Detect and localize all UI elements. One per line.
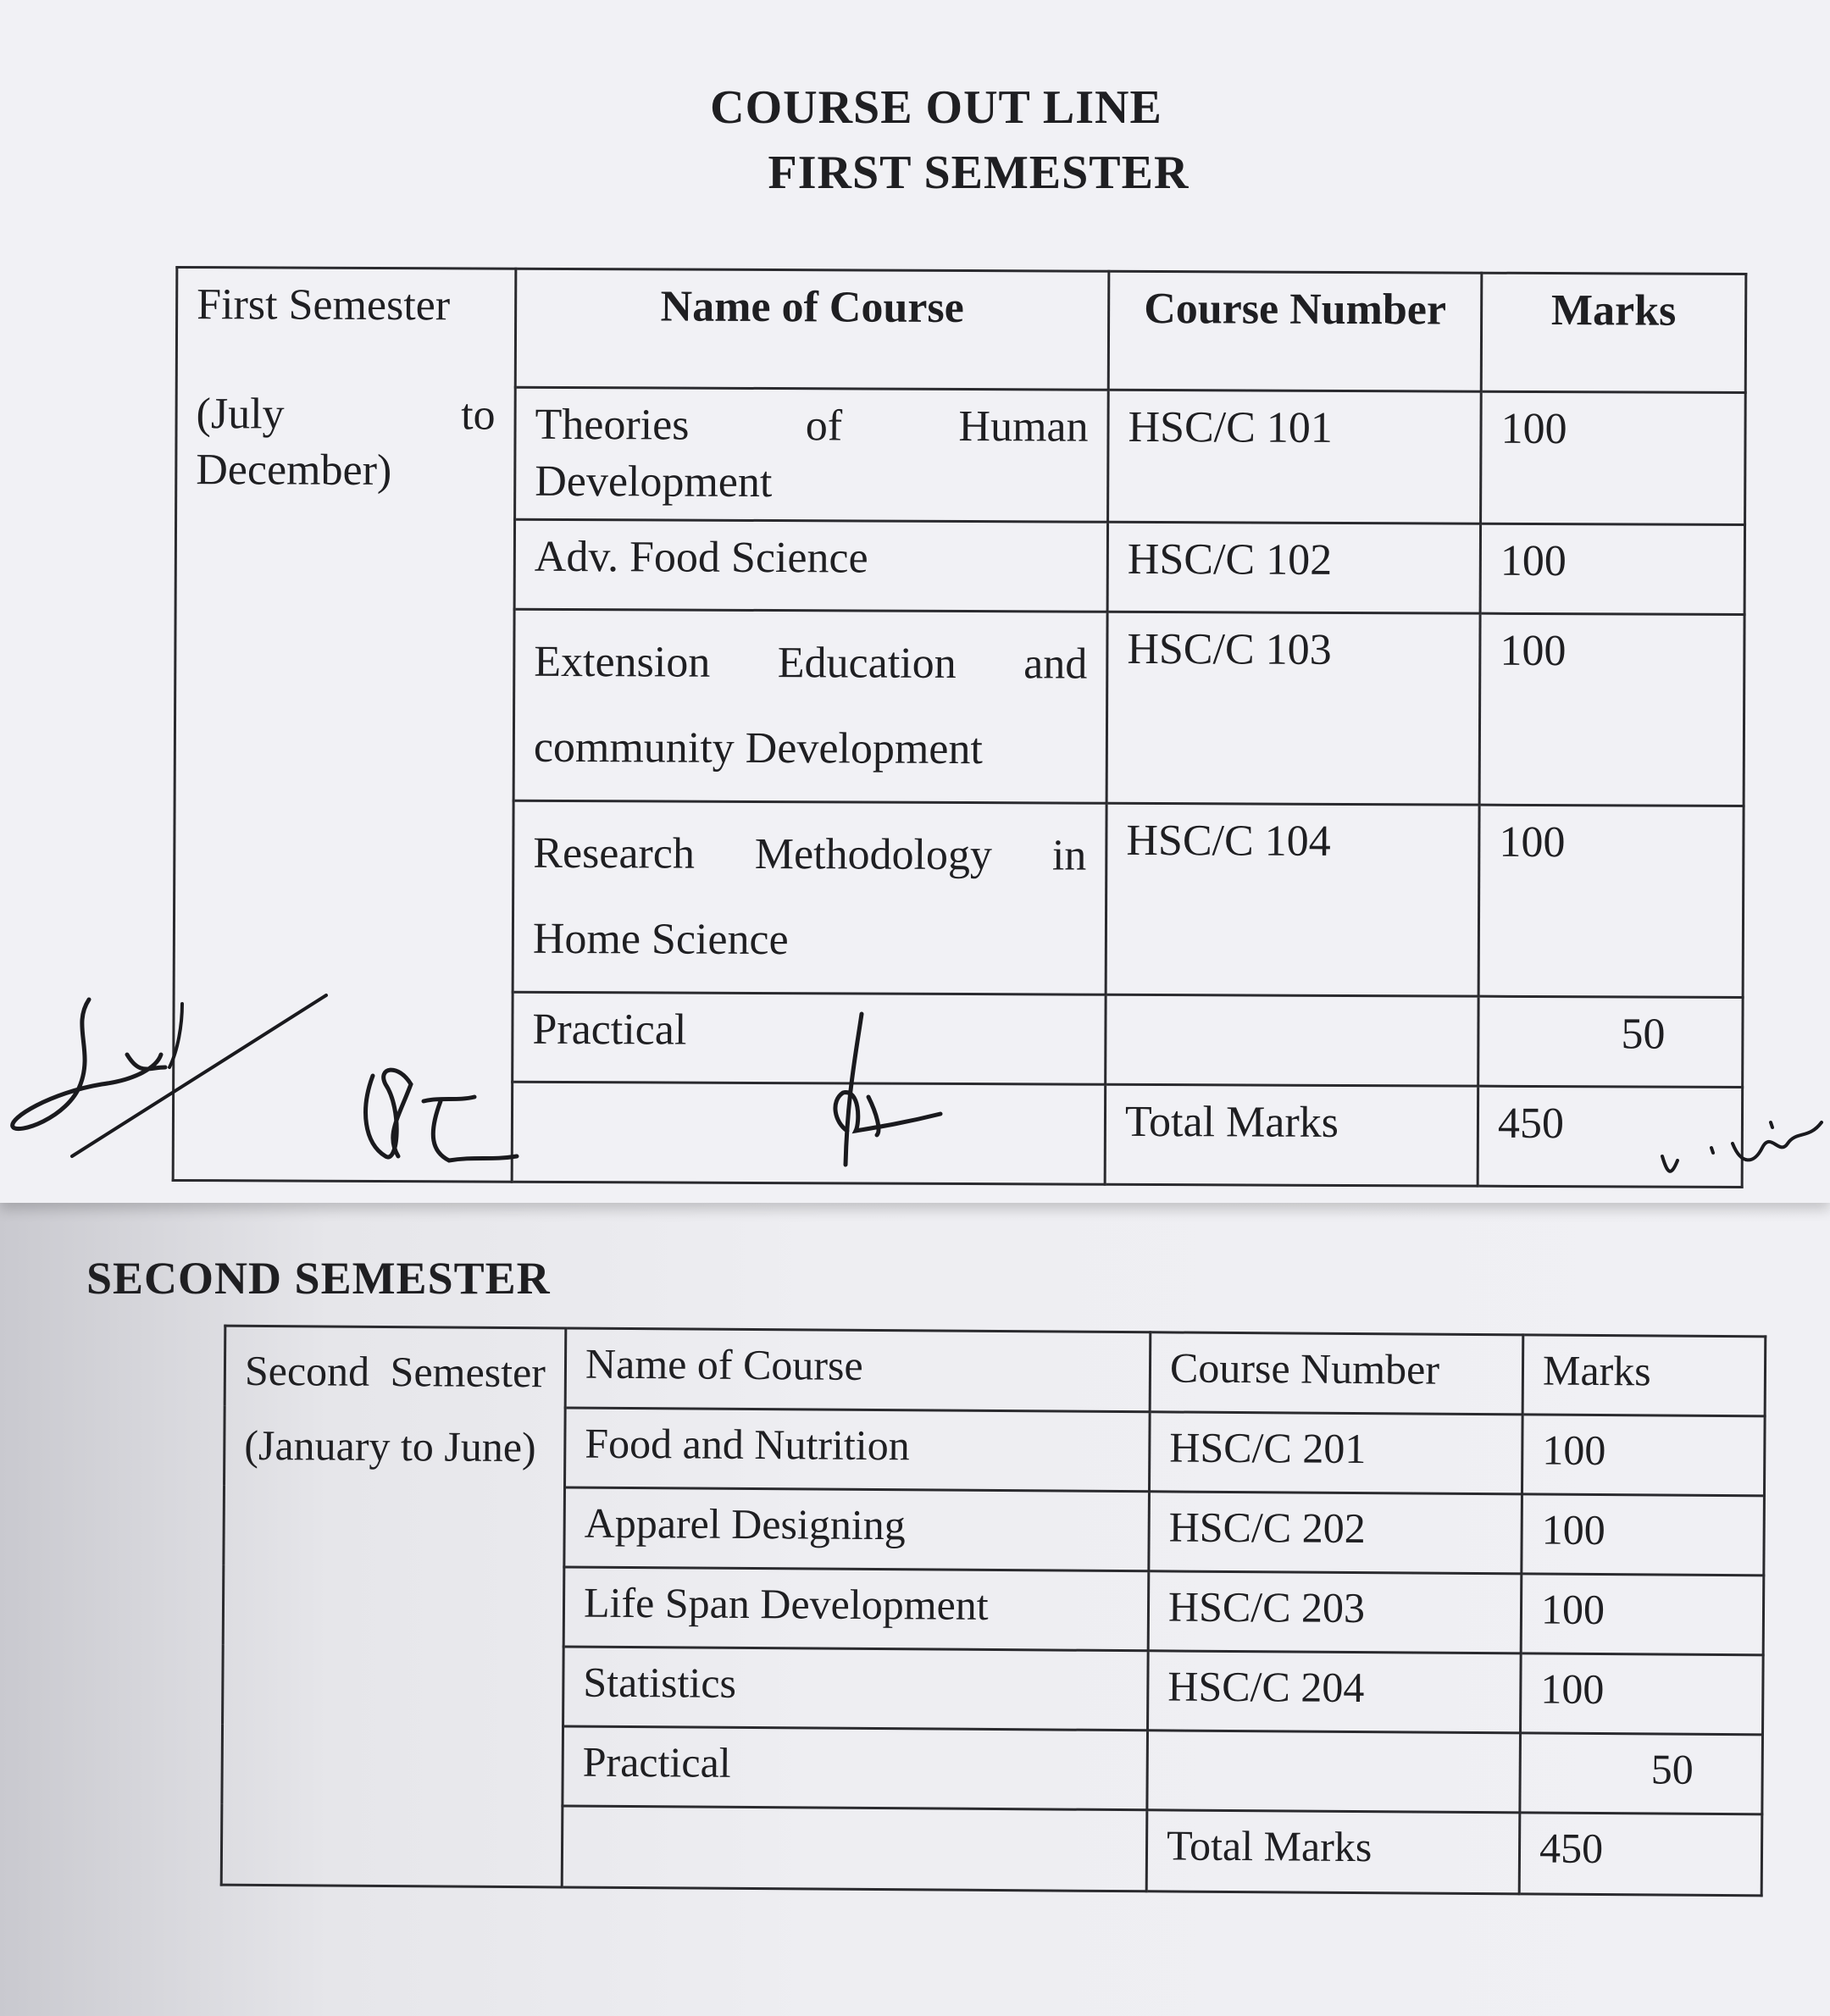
course-name: Practical (513, 992, 1106, 1084)
signature-right (1652, 1097, 1830, 1190)
course-number: HSC/C 202 (1149, 1492, 1522, 1574)
course-number: HSC/C 204 (1148, 1651, 1522, 1733)
course-marks: 100 (1479, 613, 1744, 806)
table-header-row (225, 1326, 1766, 1416)
course-marks: 100 (1481, 391, 1746, 524)
signature-middle (796, 1004, 966, 1173)
course-name: Food and Nutrition (565, 1408, 1151, 1492)
course-number: HSC/C 103 (1106, 612, 1480, 805)
course-name: Statistics (563, 1647, 1149, 1731)
course-marks: 100 (1521, 1653, 1764, 1735)
course-number: HSC/C 101 (1108, 390, 1482, 523)
second-semester-table (220, 1325, 1767, 1897)
course-number: HSC/C 102 (1107, 522, 1480, 613)
course-marks: 100 (1478, 805, 1744, 997)
period-header: First Semester (197, 280, 451, 330)
course-marks: 100 (1521, 1574, 1764, 1655)
course-name-header: Name of Course (565, 1328, 1151, 1412)
course-number: HSC/C 203 (1148, 1571, 1522, 1653)
course-marks: 50 (1520, 1733, 1763, 1814)
total-value: 450 (1478, 1086, 1743, 1187)
course-name: Extension Education and community Development (513, 609, 1107, 803)
course-name: Apparel Designing (564, 1487, 1150, 1571)
course-marks: 50 (1478, 996, 1743, 1087)
course-number-header: Course Number (1108, 271, 1482, 391)
total-label: Total Marks (1146, 1810, 1520, 1894)
period-range: (July to December) (196, 389, 496, 496)
marks-header: Marks (1481, 273, 1746, 392)
course-name: Adv. Food Science (514, 519, 1107, 612)
marks-header: Marks (1522, 1335, 1766, 1416)
table-header-row (176, 267, 1746, 392)
course-name: Life Span Development (563, 1567, 1149, 1651)
course-name: Theories of Human Development (515, 387, 1109, 522)
total-value: 450 (1519, 1813, 1762, 1896)
document-subtitle: FIRST SEMESTER (768, 147, 1190, 199)
course-number-header: Course Number (1150, 1332, 1523, 1415)
course-marks: 100 (1522, 1494, 1765, 1576)
second-semester-heading: SECOND SEMESTER (86, 1253, 551, 1304)
course-number: HSC/C 201 (1149, 1412, 1522, 1494)
course-marks: 100 (1480, 523, 1744, 614)
period-cell: Second Semester (January to June) (221, 1326, 566, 1887)
signature-left (0, 974, 576, 1177)
course-name: Practical (563, 1726, 1148, 1810)
course-name-header: Name of Course (515, 269, 1109, 390)
course-number: HSC/C 104 (1106, 803, 1479, 996)
document-title: COURSE OUT LINE (710, 81, 1162, 134)
empty-cell (562, 1806, 1147, 1891)
course-marks: 100 (1522, 1415, 1765, 1496)
course-number (1147, 1731, 1521, 1813)
course-number (1106, 994, 1478, 1086)
course-name: Research Methodology in Home Science (513, 800, 1106, 994)
total-label: Total Marks (1105, 1084, 1478, 1186)
